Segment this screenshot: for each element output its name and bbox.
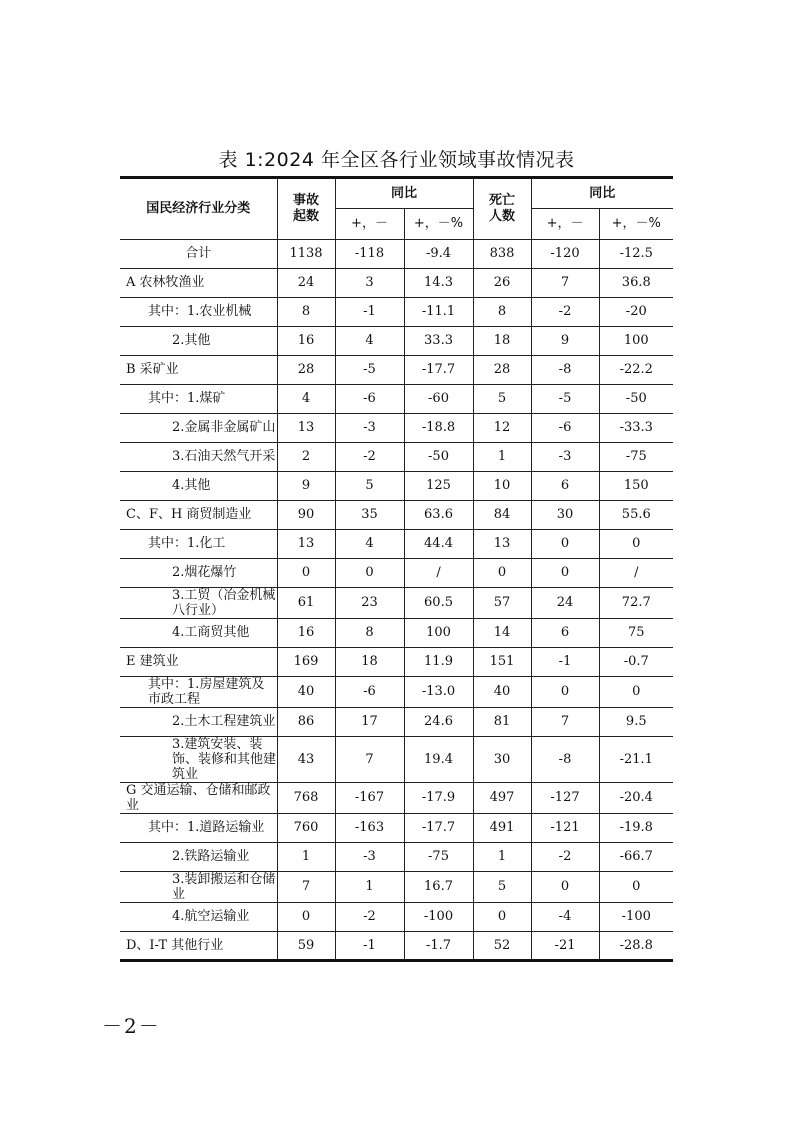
death-percent: -20.4 xyxy=(599,783,673,814)
header-accidents xyxy=(277,178,335,240)
death-change: 6 xyxy=(531,472,599,501)
accident-percent: -75 xyxy=(404,843,473,872)
death-change: -4 xyxy=(531,903,599,932)
accident-count: 9 xyxy=(277,472,335,501)
accident-change: -6 xyxy=(335,677,404,708)
row-category: 3.石油天然气开采 xyxy=(120,443,277,472)
accident-count: 7 xyxy=(277,872,335,903)
accident-count: 16 xyxy=(277,619,335,648)
accident-percent: -17.7 xyxy=(404,356,473,385)
accident-percent: -60 xyxy=(404,385,473,414)
death-count: 12 xyxy=(473,414,531,443)
death-count: 14 xyxy=(473,619,531,648)
table-row xyxy=(120,414,673,443)
accident-change: 35 xyxy=(335,501,404,530)
row-category: 2.铁路运输业 xyxy=(120,843,277,872)
table-row xyxy=(120,240,673,269)
death-count: 81 xyxy=(473,708,531,737)
table-row xyxy=(120,814,673,843)
header-deaths xyxy=(473,178,531,240)
death-change: -2 xyxy=(531,843,599,872)
accident-percent: -50 xyxy=(404,443,473,472)
row-category: 3.装卸搬运和仓储业 xyxy=(120,872,277,903)
accident-count: 90 xyxy=(277,501,335,530)
death-change: 0 xyxy=(531,677,599,708)
death-percent: 9.5 xyxy=(599,708,673,737)
death-percent: -19.8 xyxy=(599,814,673,843)
death-percent: -75 xyxy=(599,443,673,472)
accident-change: 1 xyxy=(335,872,404,903)
accident-count: 8 xyxy=(277,298,335,327)
accident-percent: 16.7 xyxy=(404,872,473,903)
accident-change: 17 xyxy=(335,708,404,737)
table-row xyxy=(120,737,673,783)
accident-percent: -17.7 xyxy=(404,814,473,843)
death-count: 5 xyxy=(473,872,531,903)
death-count: 1 xyxy=(473,843,531,872)
accident-change: 18 xyxy=(335,648,404,677)
accident-count: 86 xyxy=(277,708,335,737)
death-change: -127 xyxy=(531,783,599,814)
table-row xyxy=(120,501,673,530)
accident-percent: -1.7 xyxy=(404,932,473,961)
death-count: 5 xyxy=(473,385,531,414)
accident-count: 169 xyxy=(277,648,335,677)
death-percent: -50 xyxy=(599,385,673,414)
accident-count: 61 xyxy=(277,588,335,619)
page-number: －2－ xyxy=(102,1014,161,1038)
table-row xyxy=(120,559,673,588)
accident-percent: -100 xyxy=(404,903,473,932)
accident-count: 1 xyxy=(277,843,335,872)
accident-count: 0 xyxy=(277,559,335,588)
death-change: -8 xyxy=(531,356,599,385)
row-category: 3.工贸（冶金机械八行业） xyxy=(120,588,277,619)
accident-count: 28 xyxy=(277,356,335,385)
accident-percent: 63.6 xyxy=(404,501,473,530)
accident-change: 4 xyxy=(335,327,404,356)
row-category: 3.建筑安装、装饰、装修和其他建筑业 xyxy=(120,737,277,783)
death-change: 0 xyxy=(531,872,599,903)
accident-change: -6 xyxy=(335,385,404,414)
header-dth-change: +，－ xyxy=(531,209,599,240)
death-change: -5 xyxy=(531,385,599,414)
table-row xyxy=(120,269,673,298)
table-row xyxy=(120,588,673,619)
row-category: 2.土木工程建筑业 xyxy=(120,708,277,737)
death-count: 838 xyxy=(473,240,531,269)
accident-table xyxy=(120,176,673,962)
death-percent: -22.2 xyxy=(599,356,673,385)
accident-count: 768 xyxy=(277,783,335,814)
accident-percent: -17.9 xyxy=(404,783,473,814)
row-category: 2.烟花爆竹 xyxy=(120,559,277,588)
table-row xyxy=(120,530,673,559)
page-title: 表 1:2024 年全区各行业领域事故情况表 xyxy=(218,149,575,171)
death-change: -2 xyxy=(531,298,599,327)
death-percent: 75 xyxy=(599,619,673,648)
table-row xyxy=(120,872,673,903)
table-row xyxy=(120,327,673,356)
death-percent: -66.7 xyxy=(599,843,673,872)
table-body xyxy=(120,240,673,961)
death-change: 30 xyxy=(531,501,599,530)
table-row xyxy=(120,903,673,932)
death-change: -8 xyxy=(531,737,599,783)
death-count: 497 xyxy=(473,783,531,814)
death-percent: 0 xyxy=(599,530,673,559)
death-change: -120 xyxy=(531,240,599,269)
table-row xyxy=(120,472,673,501)
accident-change: -3 xyxy=(335,414,404,443)
row-category: D、I-T 其他行业 xyxy=(120,932,277,961)
accident-percent: -13.0 xyxy=(404,677,473,708)
table-row xyxy=(120,932,673,961)
death-count: 0 xyxy=(473,903,531,932)
accident-count: 59 xyxy=(277,932,335,961)
death-count: 40 xyxy=(473,677,531,708)
row-category: 4.工商贸其他 xyxy=(120,619,277,648)
row-category: E 建筑业 xyxy=(120,648,277,677)
accident-percent: 44.4 xyxy=(404,530,473,559)
death-percent: / xyxy=(599,559,673,588)
death-count: 84 xyxy=(473,501,531,530)
death-change: -3 xyxy=(531,443,599,472)
death-count: 18 xyxy=(473,327,531,356)
death-percent: -100 xyxy=(599,903,673,932)
accident-count: 2 xyxy=(277,443,335,472)
row-category: C、F、H 商贸制造业 xyxy=(120,501,277,530)
death-percent: 55.6 xyxy=(599,501,673,530)
death-count: 52 xyxy=(473,932,531,961)
death-change: -21 xyxy=(531,932,599,961)
header-category: 国民经济行业分类 xyxy=(120,178,277,240)
death-percent: 0 xyxy=(599,872,673,903)
table-row xyxy=(120,298,673,327)
death-change: -6 xyxy=(531,414,599,443)
accident-change: -1 xyxy=(335,298,404,327)
accident-percent: / xyxy=(404,559,473,588)
death-percent: 150 xyxy=(599,472,673,501)
header-acc-percent: +，－% xyxy=(404,209,473,240)
table-row xyxy=(120,648,673,677)
accident-percent: -11.1 xyxy=(404,298,473,327)
accident-change: 0 xyxy=(335,559,404,588)
accident-percent: 60.5 xyxy=(404,588,473,619)
header-yoy-accidents: 同比 xyxy=(335,178,473,209)
death-count: 57 xyxy=(473,588,531,619)
death-change: 6 xyxy=(531,619,599,648)
accident-change: -118 xyxy=(335,240,404,269)
accident-count: 760 xyxy=(277,814,335,843)
row-category: G 交通运输、仓储和邮政业 xyxy=(120,783,277,814)
row-category: 合计 xyxy=(120,240,277,269)
accident-change: -163 xyxy=(335,814,404,843)
row-category: 其中：1.化工 xyxy=(120,530,277,559)
accident-count: 1138 xyxy=(277,240,335,269)
accident-percent: 33.3 xyxy=(404,327,473,356)
row-category: 其中：1.道路运输业 xyxy=(120,814,277,843)
accident-change: 3 xyxy=(335,269,404,298)
accident-change: -2 xyxy=(335,903,404,932)
death-change: 9 xyxy=(531,327,599,356)
accident-change: -3 xyxy=(335,843,404,872)
accident-percent: 24.6 xyxy=(404,708,473,737)
death-percent: 0 xyxy=(599,677,673,708)
accident-percent: -9.4 xyxy=(404,240,473,269)
death-count: 151 xyxy=(473,648,531,677)
death-percent: 72.7 xyxy=(599,588,673,619)
table-row xyxy=(120,356,673,385)
death-change: -121 xyxy=(531,814,599,843)
death-count: 30 xyxy=(473,737,531,783)
header-acc-change: +，－ xyxy=(335,209,404,240)
row-category: 4.其他 xyxy=(120,472,277,501)
header-yoy-deaths: 同比 xyxy=(531,178,673,209)
table-row xyxy=(120,385,673,414)
accident-percent: -18.8 xyxy=(404,414,473,443)
table-row xyxy=(120,619,673,648)
accident-count: 43 xyxy=(277,737,335,783)
accident-change: 23 xyxy=(335,588,404,619)
accident-count: 16 xyxy=(277,327,335,356)
death-percent: -12.5 xyxy=(599,240,673,269)
row-category: B 采矿业 xyxy=(120,356,277,385)
death-change: 0 xyxy=(531,559,599,588)
row-category: 其中：1.煤矿 xyxy=(120,385,277,414)
accident-change: 4 xyxy=(335,530,404,559)
table-row xyxy=(120,443,673,472)
death-percent: -0.7 xyxy=(599,648,673,677)
table-row xyxy=(120,843,673,872)
death-count: 28 xyxy=(473,356,531,385)
row-category: 其中：1.农业机械 xyxy=(120,298,277,327)
death-count: 26 xyxy=(473,269,531,298)
death-count: 1 xyxy=(473,443,531,472)
row-category: 2.金属非金属矿山 xyxy=(120,414,277,443)
accident-count: 24 xyxy=(277,269,335,298)
accident-change: 8 xyxy=(335,619,404,648)
accident-change: -1 xyxy=(335,932,404,961)
death-count: 491 xyxy=(473,814,531,843)
death-change: 0 xyxy=(531,530,599,559)
accident-percent: 14.3 xyxy=(404,269,473,298)
death-count: 0 xyxy=(473,559,531,588)
accident-percent: 11.9 xyxy=(404,648,473,677)
table-row xyxy=(120,677,673,708)
accident-change: -5 xyxy=(335,356,404,385)
death-percent: 100 xyxy=(599,327,673,356)
header-accidents-label: 事故起数 xyxy=(292,193,319,224)
accident-change: 7 xyxy=(335,737,404,783)
header-dth-percent: +，－% xyxy=(599,209,673,240)
accident-percent: 100 xyxy=(404,619,473,648)
death-percent: -21.1 xyxy=(599,737,673,783)
row-category: 其中：1.房屋建筑及市政工程 xyxy=(120,677,277,708)
accident-count: 13 xyxy=(277,530,335,559)
accident-change: -2 xyxy=(335,443,404,472)
header-deaths-label: 死亡人数 xyxy=(489,193,516,224)
death-change: 7 xyxy=(531,269,599,298)
accident-change: -167 xyxy=(335,783,404,814)
table-row xyxy=(120,708,673,737)
death-change: 7 xyxy=(531,708,599,737)
death-percent: 36.8 xyxy=(599,269,673,298)
death-change: -1 xyxy=(531,648,599,677)
death-percent: -28.8 xyxy=(599,932,673,961)
death-count: 13 xyxy=(473,530,531,559)
death-count: 8 xyxy=(473,298,531,327)
accident-change: 5 xyxy=(335,472,404,501)
row-category: A 农林牧渔业 xyxy=(120,269,277,298)
accident-count: 13 xyxy=(277,414,335,443)
row-category: 4.航空运输业 xyxy=(120,903,277,932)
death-change: 24 xyxy=(531,588,599,619)
death-percent: -33.3 xyxy=(599,414,673,443)
death-count: 10 xyxy=(473,472,531,501)
row-category: 2.其他 xyxy=(120,327,277,356)
accident-percent: 19.4 xyxy=(404,737,473,783)
death-percent: -20 xyxy=(599,298,673,327)
accident-count: 40 xyxy=(277,677,335,708)
accident-count: 4 xyxy=(277,385,335,414)
accident-count: 0 xyxy=(277,903,335,932)
table-row xyxy=(120,783,673,814)
accident-percent: 125 xyxy=(404,472,473,501)
